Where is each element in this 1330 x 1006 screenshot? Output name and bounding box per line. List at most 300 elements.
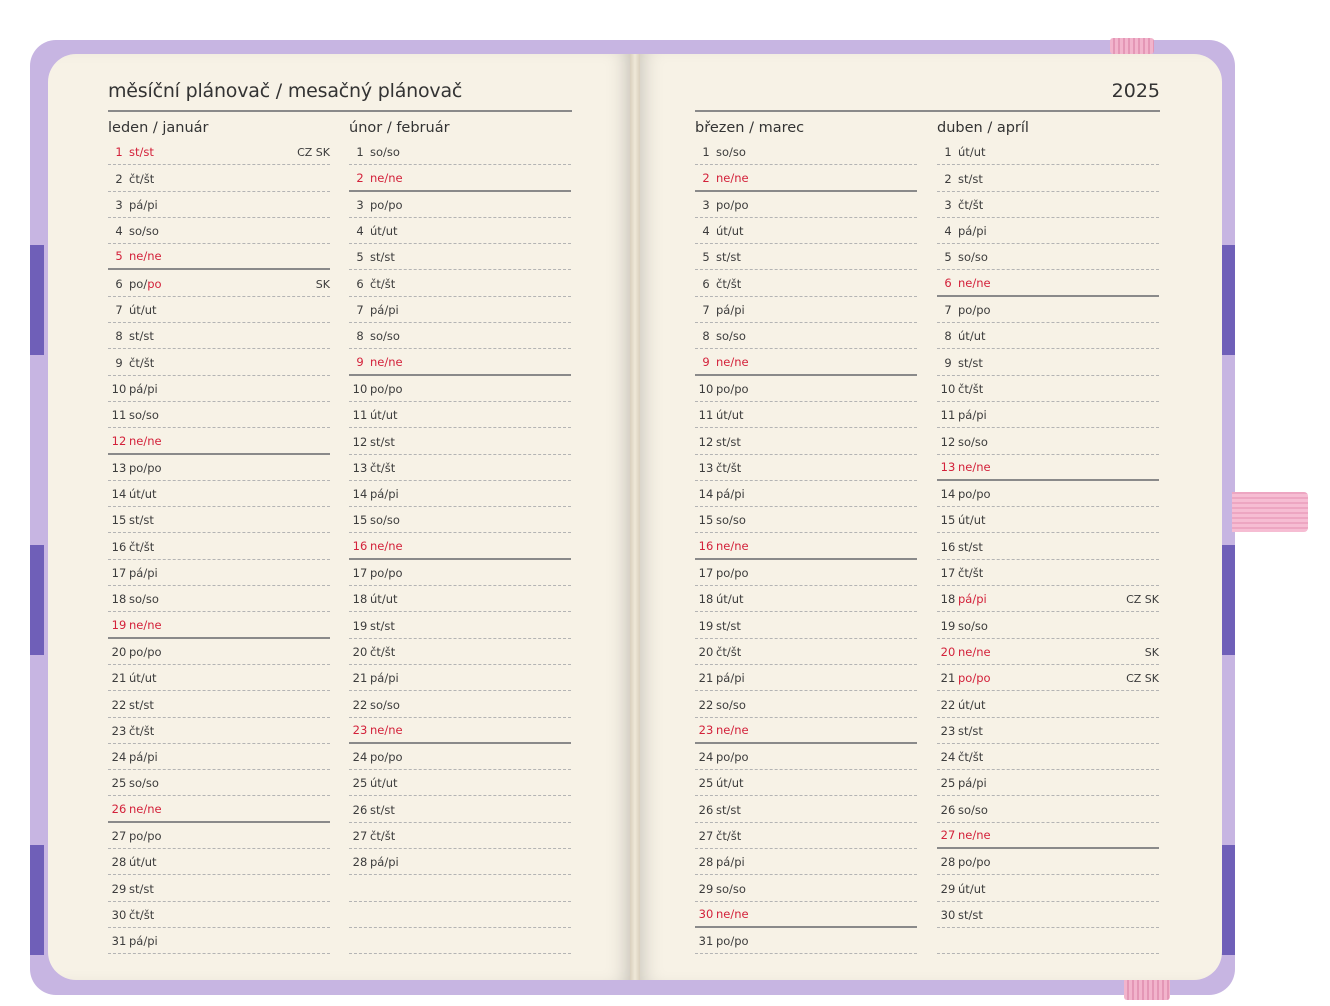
weekday-label bbox=[958, 250, 988, 264]
day-row[interactable] bbox=[937, 691, 1159, 717]
weekday-separator: / bbox=[726, 434, 731, 449]
day-row[interactable] bbox=[695, 349, 917, 375]
day-row[interactable] bbox=[108, 402, 330, 428]
day-row[interactable] bbox=[695, 376, 917, 402]
day-number: 31 bbox=[111, 934, 127, 949]
holiday-marker: CZ SK bbox=[1126, 593, 1159, 607]
day-row[interactable] bbox=[108, 270, 330, 296]
weekday-label bbox=[716, 382, 749, 396]
day-row[interactable] bbox=[937, 770, 1159, 796]
weekday-sk: ut bbox=[144, 303, 157, 318]
weekday-cz: pá bbox=[716, 671, 731, 686]
day-row[interactable] bbox=[937, 481, 1159, 507]
holiday-marker: CZ SK bbox=[1126, 672, 1159, 686]
weekday-separator: / bbox=[972, 408, 977, 423]
day-number: 4 bbox=[356, 224, 364, 239]
weekday-sk: ne bbox=[976, 459, 991, 474]
day-row[interactable] bbox=[937, 270, 1159, 296]
day-row[interactable] bbox=[108, 192, 330, 218]
day-row[interactable] bbox=[108, 297, 330, 323]
day-number: 1 bbox=[356, 145, 364, 160]
day-row[interactable] bbox=[695, 796, 917, 822]
weekday-separator: / bbox=[140, 855, 145, 870]
day-row[interactable] bbox=[108, 376, 330, 402]
day-row[interactable] bbox=[937, 218, 1159, 244]
weekday-sk: so bbox=[386, 513, 400, 528]
day-row[interactable] bbox=[695, 586, 917, 612]
weekday-separator: / bbox=[384, 354, 389, 369]
day-row[interactable] bbox=[108, 718, 330, 744]
bookmark-ribbon[interactable] bbox=[1232, 492, 1308, 532]
weekday-label bbox=[370, 829, 395, 843]
day-row[interactable] bbox=[937, 796, 1159, 822]
weekday-cz: čt bbox=[716, 460, 727, 475]
weekday-label bbox=[370, 224, 398, 238]
weekday-label bbox=[958, 513, 986, 527]
weekday-label bbox=[129, 249, 162, 263]
weekday-sk: ut bbox=[973, 513, 986, 528]
weekday-separator: / bbox=[727, 776, 732, 791]
weekday-separator: / bbox=[968, 539, 973, 554]
day-row[interactable] bbox=[349, 612, 571, 638]
weekday-label bbox=[716, 145, 746, 159]
day-row[interactable] bbox=[695, 192, 917, 218]
day-number: 23 bbox=[111, 723, 127, 738]
day-number: 3 bbox=[944, 197, 952, 212]
day-row[interactable] bbox=[937, 875, 1159, 901]
day-row[interactable] bbox=[937, 297, 1159, 323]
day-row[interactable] bbox=[108, 796, 330, 822]
day-row[interactable] bbox=[108, 612, 330, 638]
day-row[interactable] bbox=[349, 349, 571, 375]
weekday-cz: po bbox=[958, 303, 973, 318]
weekday-sk: po bbox=[976, 303, 991, 318]
weekday-sk: ut bbox=[144, 487, 157, 502]
weekday-cz: út bbox=[129, 303, 141, 318]
empty-day-row[interactable] bbox=[349, 928, 571, 954]
weekday-cz: ne bbox=[716, 170, 731, 185]
day-row[interactable] bbox=[937, 718, 1159, 744]
day-row[interactable] bbox=[349, 507, 571, 533]
day-number: 2 bbox=[356, 170, 364, 185]
weekday-separator: / bbox=[726, 618, 731, 633]
weekday-label bbox=[370, 671, 399, 685]
day-row[interactable] bbox=[937, 533, 1159, 559]
day-row[interactable] bbox=[695, 902, 917, 928]
day-row[interactable] bbox=[349, 586, 571, 612]
day-number: 29 bbox=[940, 881, 956, 896]
day-row[interactable] bbox=[108, 139, 330, 165]
weekday-sk: pi bbox=[976, 408, 987, 423]
day-number: 12 bbox=[352, 434, 368, 449]
weekday-sk: po bbox=[976, 487, 991, 502]
day-row[interactable] bbox=[349, 192, 571, 218]
day-number: 21 bbox=[698, 671, 714, 686]
weekday-sk: st bbox=[972, 171, 983, 186]
weekday-separator: / bbox=[972, 776, 977, 791]
weekday-sk: po bbox=[388, 197, 403, 212]
day-number: 23 bbox=[940, 723, 956, 738]
day-row[interactable] bbox=[937, 744, 1159, 770]
day-row[interactable] bbox=[695, 244, 917, 270]
day-row[interactable] bbox=[108, 849, 330, 875]
weekday-separator: / bbox=[143, 644, 148, 659]
weekday-separator: / bbox=[380, 802, 385, 817]
weekday-sk: pi bbox=[976, 592, 987, 607]
day-row[interactable] bbox=[108, 639, 330, 665]
weekday-separator: / bbox=[730, 487, 735, 502]
weekday-separator: / bbox=[730, 381, 735, 396]
weekday-sk: ne bbox=[388, 354, 403, 369]
day-number: 12 bbox=[111, 433, 127, 448]
day-number: 22 bbox=[352, 697, 368, 712]
day-row[interactable] bbox=[937, 402, 1159, 428]
weekday-sk: št bbox=[143, 723, 155, 738]
day-row[interactable] bbox=[349, 139, 571, 165]
day-row[interactable] bbox=[349, 244, 571, 270]
weekday-sk: so bbox=[145, 224, 159, 239]
weekday-label bbox=[716, 750, 749, 764]
weekday-label bbox=[129, 724, 154, 738]
day-row[interactable] bbox=[108, 533, 330, 559]
weekday-label bbox=[370, 539, 403, 553]
day-row[interactable] bbox=[937, 639, 1159, 665]
day-row[interactable] bbox=[108, 218, 330, 244]
weekday-separator: / bbox=[730, 906, 735, 921]
weekday-separator: / bbox=[729, 881, 733, 896]
weekday-cz: čt bbox=[716, 644, 727, 659]
weekday-sk: ne bbox=[388, 722, 403, 737]
weekday-sk: ne bbox=[976, 644, 991, 659]
empty-day-row[interactable] bbox=[937, 928, 1159, 954]
day-number: 16 bbox=[698, 538, 714, 553]
day-row[interactable] bbox=[937, 323, 1159, 349]
day-row[interactable] bbox=[349, 218, 571, 244]
weekday-sk: št bbox=[143, 355, 155, 370]
empty-day-row[interactable] bbox=[349, 875, 571, 901]
day-row[interactable] bbox=[108, 455, 330, 481]
weekday-label bbox=[716, 619, 741, 633]
weekday-label bbox=[716, 645, 741, 659]
day-row[interactable] bbox=[108, 744, 330, 770]
day-row[interactable] bbox=[349, 849, 571, 875]
weekday-cz: st bbox=[958, 171, 969, 186]
day-row[interactable] bbox=[937, 376, 1159, 402]
weekday-sk: st bbox=[972, 355, 983, 370]
weekday-cz: po bbox=[716, 197, 731, 212]
weekday-separator: / bbox=[384, 487, 389, 502]
day-number: 25 bbox=[352, 776, 368, 791]
weekday-label bbox=[958, 776, 987, 790]
day-row[interactable] bbox=[695, 928, 917, 954]
weekday-cz: pá bbox=[958, 592, 973, 607]
day-row[interactable] bbox=[108, 902, 330, 928]
day-row[interactable] bbox=[937, 428, 1159, 454]
day-number: 15 bbox=[698, 513, 714, 528]
weekday-separator: / bbox=[729, 513, 733, 528]
day-number: 22 bbox=[111, 697, 127, 712]
weekday-cz: so bbox=[958, 434, 972, 449]
weekday-cz: pá bbox=[716, 855, 731, 870]
weekday-separator: / bbox=[383, 697, 387, 712]
weekday-separator: / bbox=[730, 197, 735, 212]
weekday-cz: ne bbox=[370, 354, 385, 369]
weekday-separator: / bbox=[972, 592, 977, 607]
weekday-cz: pá bbox=[958, 776, 973, 791]
weekday-cz: ne bbox=[716, 538, 731, 553]
day-row[interactable] bbox=[349, 533, 571, 559]
weekday-sk: ne bbox=[734, 354, 749, 369]
day-row[interactable] bbox=[349, 270, 571, 296]
day-row[interactable] bbox=[937, 139, 1159, 165]
day-number: 21 bbox=[352, 671, 368, 686]
weekday-sk: pi bbox=[976, 224, 987, 239]
day-number: 4 bbox=[115, 224, 123, 239]
day-row[interactable] bbox=[349, 639, 571, 665]
day-row[interactable] bbox=[937, 560, 1159, 586]
weekday-label bbox=[129, 934, 158, 948]
weekday-cz: st bbox=[370, 250, 381, 265]
weekday-sk: ut bbox=[731, 408, 744, 423]
day-row[interactable] bbox=[695, 218, 917, 244]
weekday-separator: / bbox=[730, 303, 735, 318]
day-row[interactable] bbox=[108, 428, 330, 454]
weekday-sk: st bbox=[972, 539, 983, 554]
weekday-label bbox=[716, 250, 741, 264]
day-row[interactable] bbox=[937, 192, 1159, 218]
day-row[interactable] bbox=[108, 823, 330, 849]
weekday-cz: so bbox=[716, 697, 730, 712]
day-row[interactable] bbox=[937, 349, 1159, 375]
day-number: 23 bbox=[698, 722, 714, 737]
weekday-cz: so bbox=[129, 592, 143, 607]
day-row[interactable] bbox=[349, 428, 571, 454]
weekday-separator: / bbox=[971, 618, 975, 633]
day-row[interactable] bbox=[695, 823, 917, 849]
weekday-cz: so bbox=[370, 697, 384, 712]
weekday-cz: ne bbox=[958, 644, 973, 659]
day-number: 10 bbox=[352, 381, 368, 396]
day-row[interactable] bbox=[937, 455, 1159, 481]
weekday-cz: so bbox=[958, 802, 972, 817]
weekday-separator: / bbox=[140, 671, 145, 686]
day-row[interactable] bbox=[695, 612, 917, 638]
day-number: 14 bbox=[111, 487, 127, 502]
day-row[interactable] bbox=[108, 560, 330, 586]
day-row[interactable] bbox=[695, 744, 917, 770]
day-number: 29 bbox=[111, 881, 127, 896]
weekday-sk: so bbox=[732, 145, 746, 160]
day-row[interactable] bbox=[937, 823, 1159, 849]
weekday-cz: ne bbox=[716, 722, 731, 737]
day-row[interactable] bbox=[695, 770, 917, 796]
weekday-label bbox=[716, 513, 746, 527]
day-row[interactable] bbox=[695, 402, 917, 428]
day-row[interactable] bbox=[108, 481, 330, 507]
weekday-separator: / bbox=[971, 434, 975, 449]
day-row[interactable] bbox=[937, 244, 1159, 270]
day-row[interactable] bbox=[695, 665, 917, 691]
day-number: 18 bbox=[111, 592, 127, 607]
day-number: 17 bbox=[352, 566, 368, 581]
day-row[interactable] bbox=[108, 586, 330, 612]
weekday-separator: / bbox=[143, 829, 148, 844]
day-row[interactable] bbox=[108, 244, 330, 270]
weekday-cz: čt bbox=[716, 829, 727, 844]
cover-stripe bbox=[1221, 545, 1235, 655]
day-row[interactable] bbox=[695, 270, 917, 296]
weekday-separator: / bbox=[726, 802, 731, 817]
weekday-separator: / bbox=[384, 671, 389, 686]
day-row[interactable] bbox=[695, 139, 917, 165]
weekday-separator: / bbox=[142, 776, 146, 791]
weekday-label bbox=[370, 513, 400, 527]
weekday-separator: / bbox=[729, 145, 733, 160]
day-row[interactable] bbox=[108, 875, 330, 901]
day-row[interactable] bbox=[349, 796, 571, 822]
day-row[interactable] bbox=[108, 928, 330, 954]
weekday-label bbox=[958, 645, 991, 659]
day-row[interactable] bbox=[349, 323, 571, 349]
weekday-separator: / bbox=[971, 802, 975, 817]
day-row[interactable] bbox=[349, 297, 571, 323]
weekday-label bbox=[958, 487, 991, 501]
day-number: 15 bbox=[352, 513, 368, 528]
day-row[interactable] bbox=[695, 639, 917, 665]
weekday-cz: čt bbox=[129, 539, 140, 554]
day-row[interactable] bbox=[695, 849, 917, 875]
day-row[interactable] bbox=[349, 402, 571, 428]
day-row[interactable] bbox=[349, 718, 571, 744]
day-row[interactable] bbox=[937, 586, 1159, 612]
day-row[interactable] bbox=[108, 349, 330, 375]
month-title: leden / január bbox=[108, 120, 209, 136]
weekday-sk: ut bbox=[385, 592, 398, 607]
weekday-sk: št bbox=[972, 381, 984, 396]
weekday-cz: po bbox=[958, 855, 973, 870]
weekday-label bbox=[958, 303, 991, 317]
day-row[interactable] bbox=[349, 691, 571, 717]
weekday-sk: st bbox=[143, 881, 154, 896]
day-number: 13 bbox=[940, 459, 956, 474]
day-row[interactable] bbox=[349, 165, 571, 191]
weekday-label bbox=[129, 592, 159, 606]
day-row[interactable] bbox=[937, 902, 1159, 928]
weekday-sk: ne bbox=[976, 275, 991, 290]
weekday-sk: ut bbox=[731, 224, 744, 239]
weekday-label bbox=[958, 460, 991, 474]
day-number: 21 bbox=[111, 671, 127, 686]
weekday-sk: pi bbox=[976, 776, 987, 791]
weekday-cz: út bbox=[958, 145, 970, 160]
day-row[interactable] bbox=[695, 875, 917, 901]
day-row[interactable] bbox=[695, 428, 917, 454]
weekday-separator: / bbox=[380, 644, 385, 659]
day-row[interactable] bbox=[937, 165, 1159, 191]
day-row[interactable] bbox=[937, 612, 1159, 638]
weekday-label bbox=[958, 329, 986, 343]
weekday-sk: ut bbox=[385, 776, 398, 791]
weekday-cz: pá bbox=[958, 224, 973, 239]
day-number: 11 bbox=[940, 408, 956, 423]
day-row[interactable] bbox=[349, 560, 571, 586]
day-number: 20 bbox=[111, 644, 127, 659]
day-row[interactable] bbox=[349, 770, 571, 796]
weekday-cz: st bbox=[129, 513, 140, 528]
weekday-cz: pá bbox=[129, 934, 144, 949]
day-row[interactable] bbox=[108, 507, 330, 533]
day-row[interactable] bbox=[349, 744, 571, 770]
day-row[interactable] bbox=[695, 560, 917, 586]
day-row[interactable] bbox=[349, 481, 571, 507]
day-row[interactable] bbox=[695, 481, 917, 507]
day-row[interactable] bbox=[937, 665, 1159, 691]
weekday-cz: so bbox=[958, 250, 972, 265]
day-number: 19 bbox=[111, 617, 127, 632]
weekday-label bbox=[129, 356, 154, 370]
weekday-sk: so bbox=[974, 618, 988, 633]
weekday-cz: ne bbox=[129, 617, 144, 632]
empty-day-row[interactable] bbox=[349, 902, 571, 928]
weekday-label bbox=[370, 619, 395, 633]
day-row[interactable] bbox=[695, 455, 917, 481]
day-row[interactable] bbox=[695, 691, 917, 717]
day-row[interactable] bbox=[695, 323, 917, 349]
day-number: 16 bbox=[111, 539, 127, 554]
day-row[interactable] bbox=[695, 507, 917, 533]
weekday-label bbox=[129, 277, 162, 291]
weekday-separator: / bbox=[968, 750, 973, 765]
weekday-separator: / bbox=[729, 697, 733, 712]
day-number: 11 bbox=[352, 408, 368, 423]
weekday-separator: / bbox=[972, 671, 977, 686]
day-row[interactable] bbox=[108, 165, 330, 191]
day-number: 27 bbox=[698, 829, 714, 844]
day-row[interactable] bbox=[349, 665, 571, 691]
day-number: 9 bbox=[944, 355, 952, 370]
day-row[interactable] bbox=[108, 770, 330, 796]
day-row[interactable] bbox=[695, 533, 917, 559]
page-title: měsíční plánovač / mesačný plánovač bbox=[108, 80, 463, 102]
day-number: 2 bbox=[702, 170, 710, 185]
weekday-separator: / bbox=[142, 592, 146, 607]
month-title: duben / apríl bbox=[937, 120, 1029, 136]
day-row[interactable] bbox=[695, 718, 917, 744]
day-row[interactable] bbox=[937, 507, 1159, 533]
day-row[interactable] bbox=[108, 323, 330, 349]
weekday-sk: po bbox=[147, 829, 162, 844]
weekday-separator: / bbox=[143, 617, 148, 632]
weekday-label bbox=[129, 566, 158, 580]
weekday-cz: út bbox=[129, 487, 141, 502]
weekday-sk: pi bbox=[147, 750, 158, 765]
weekday-sk: so bbox=[732, 697, 746, 712]
day-row[interactable] bbox=[695, 165, 917, 191]
day-row[interactable] bbox=[349, 376, 571, 402]
weekday-label bbox=[958, 698, 986, 712]
day-row[interactable] bbox=[937, 849, 1159, 875]
day-row[interactable] bbox=[108, 665, 330, 691]
day-row[interactable] bbox=[349, 823, 571, 849]
weekday-sk: so bbox=[732, 881, 746, 896]
day-row[interactable] bbox=[695, 297, 917, 323]
day-row[interactable] bbox=[108, 691, 330, 717]
weekday-separator: / bbox=[730, 566, 735, 581]
weekday-separator: / bbox=[380, 829, 385, 844]
day-number: 13 bbox=[111, 460, 127, 475]
weekday-sk: st bbox=[143, 329, 154, 344]
day-row[interactable] bbox=[349, 455, 571, 481]
